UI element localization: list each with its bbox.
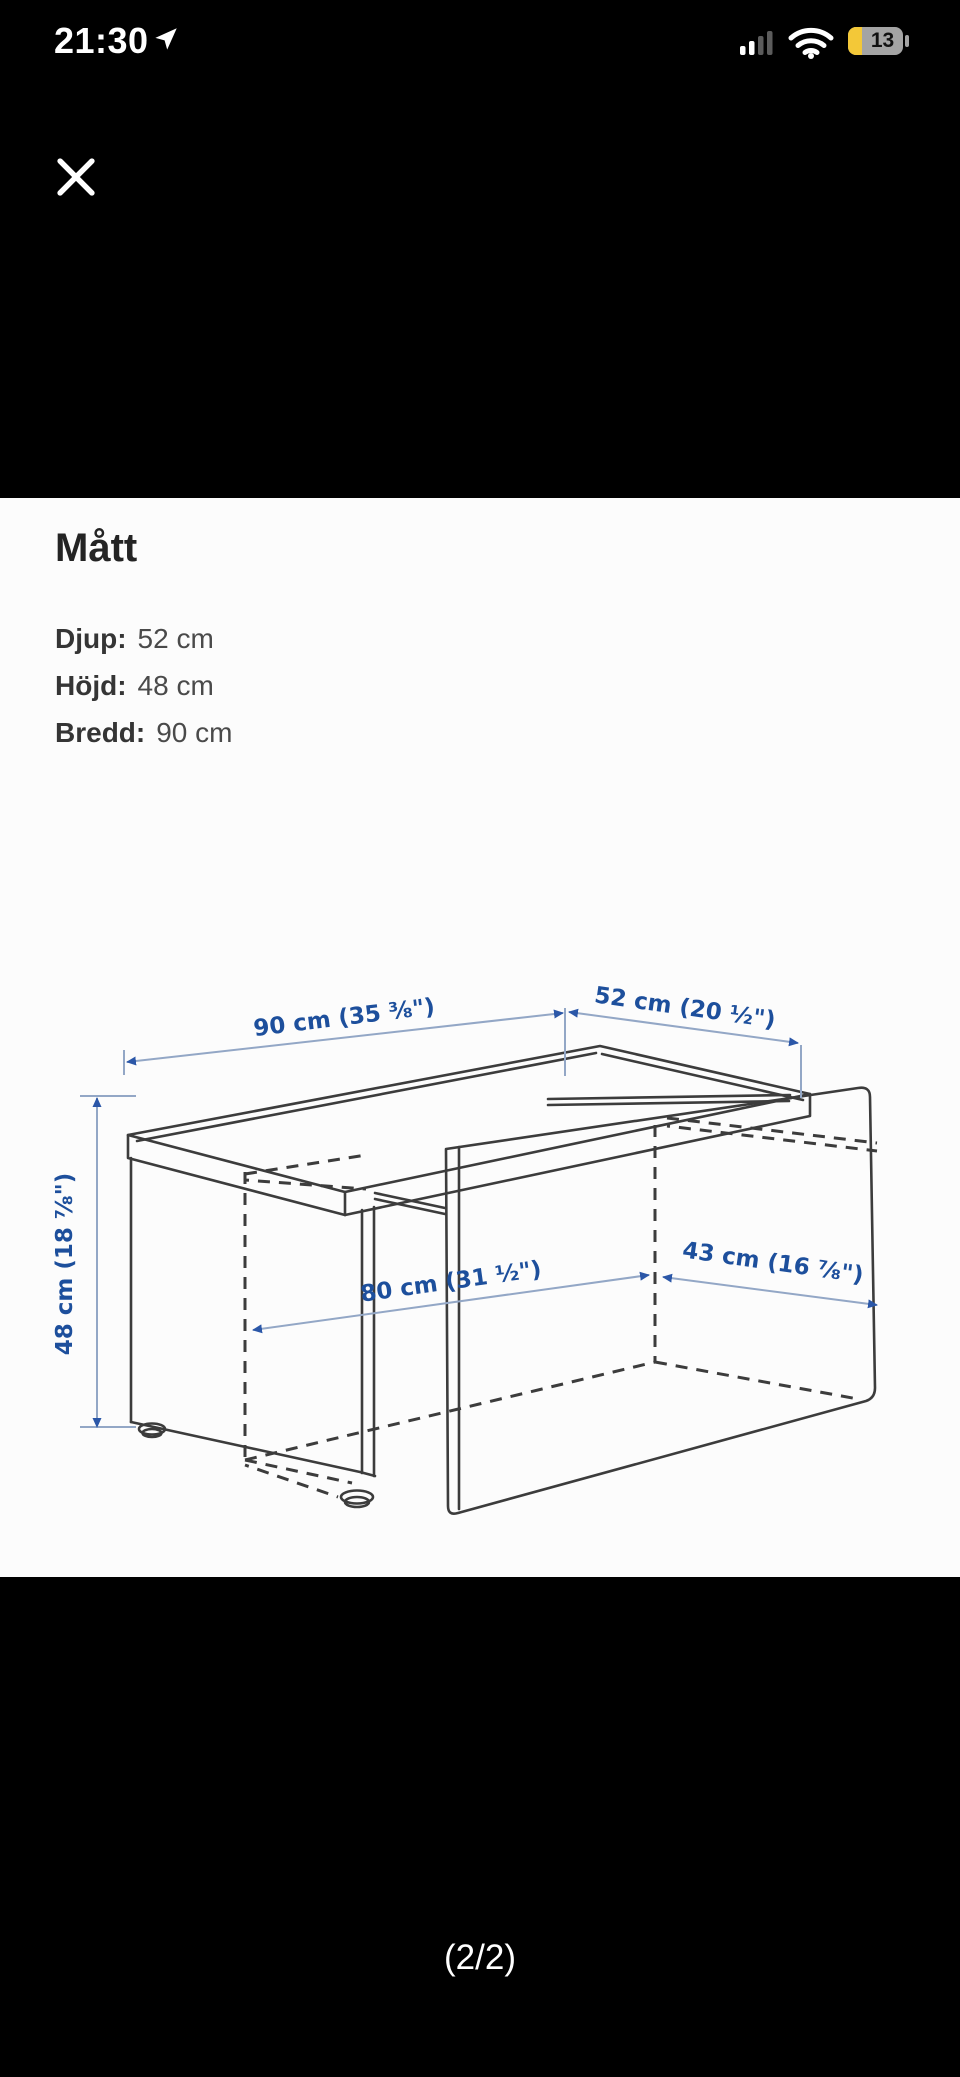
spec-label: Höjd:	[55, 670, 127, 701]
battery-indicator	[848, 27, 910, 55]
close-icon[interactable]	[54, 155, 98, 199]
location-arrow-icon	[152, 26, 179, 53]
battery-nub	[905, 35, 909, 47]
dimension-label-height: 48 cm (18 ⅞")	[52, 1172, 78, 1356]
battery-percentage: 13	[870, 29, 895, 52]
page-indicator: (2/2)	[444, 1938, 516, 1977]
spec-value: 90 cm	[156, 717, 233, 748]
status-bar	[0, 0, 960, 100]
cellular-signal-icon	[740, 28, 776, 56]
dimensions-sheet	[0, 498, 960, 1577]
battery-charge-fill	[848, 27, 862, 55]
dimension-label-inner-width: 80 cm (31 ½")	[358, 1256, 544, 1308]
dimension-drawing	[0, 498, 960, 1577]
wifi-icon	[788, 27, 834, 59]
battery-body	[848, 27, 903, 55]
dimension-label-door-width: 43 cm (16 ⅞")	[680, 1237, 866, 1289]
dimension-label-depth: 52 cm (20 ½")	[592, 982, 778, 1034]
spec-value: 48 cm	[137, 670, 214, 701]
page-title: Mått	[55, 526, 138, 570]
dimension-label-width: 90 cm (35 ⅜")	[252, 994, 437, 1043]
spec-label: Bredd:	[55, 717, 146, 748]
spec-value: 52 cm	[137, 623, 214, 654]
clock: 21:30	[54, 20, 149, 61]
spec-label: Djup:	[55, 623, 127, 654]
